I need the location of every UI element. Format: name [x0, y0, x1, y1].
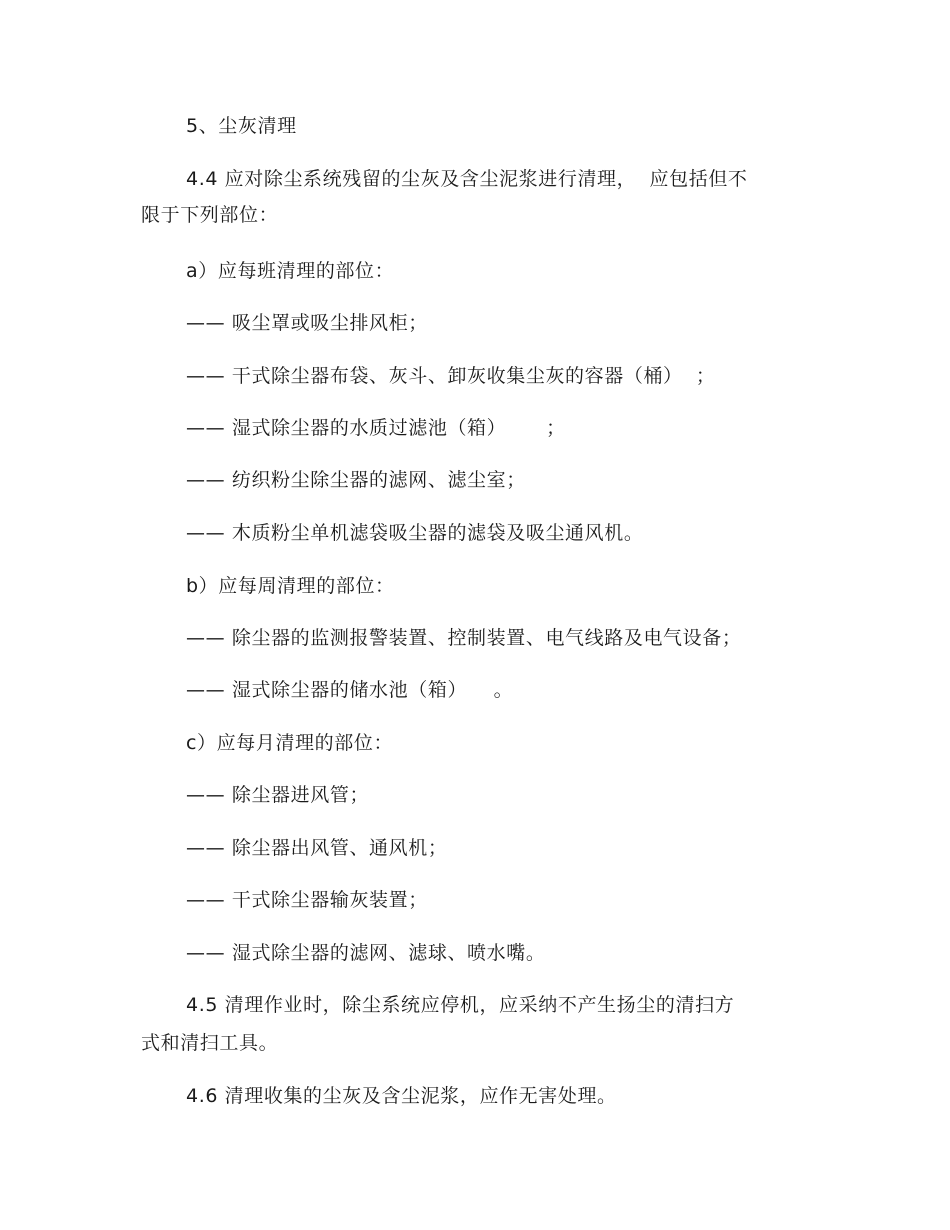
list-item: —— 除尘器的监测报警装置、控制装置、电气线路及电气设备； [186, 627, 742, 649]
weekly-cleaning-label: b）应每周清理的部位： [186, 575, 395, 597]
section-4-6-line-1: 4.6 清理收集的尘灰及含尘泥浆，应作无害处理。 [186, 1085, 617, 1107]
list-item: —— 除尘器进风管； [186, 784, 370, 806]
list-item: —— 木质粉尘单机滤袋吸尘器的滤袋及吸尘通风机。 [186, 522, 644, 544]
monthly-cleaning-label: c）应每月清理的部位： [186, 732, 394, 754]
list-item: —— 纺织粉尘除尘器的滤网、滤尘室； [186, 469, 526, 491]
list-item: —— 干式除尘器布袋、灰斗、卸灰收集尘灰的容器（桶） ； [186, 365, 716, 387]
list-item: —— 除尘器出风管、通风机； [186, 837, 448, 859]
section-4-4-line-1: 4.4 应对除尘系统残留的尘灰及含尘泥浆进行清理， 应包括但不 [186, 168, 748, 190]
list-item: —— 湿式除尘器的水质过滤池（箱） ； [186, 417, 566, 439]
list-item: —— 干式除尘器输灰装置； [186, 889, 428, 911]
list-item: —— 湿式除尘器的滤网、滤球、喷水嘴。 [186, 942, 546, 964]
section-heading: 5、尘灰清理 [186, 115, 297, 137]
section-4-4-line-2: 限于下列部位： [141, 204, 279, 226]
section-4-5-line-1: 4.5 清理作业时，除尘系统应停机，应采纳不产生扬尘的清扫方 [186, 994, 735, 1016]
list-item: —— 湿式除尘器的储水池（箱） 。 [186, 679, 514, 701]
daily-cleaning-label: a）应每班清理的部位： [186, 260, 395, 282]
list-item: —— 吸尘罩或吸尘排风柜； [186, 312, 428, 334]
section-4-5-line-2: 式和清扫工具。 [141, 1032, 279, 1054]
